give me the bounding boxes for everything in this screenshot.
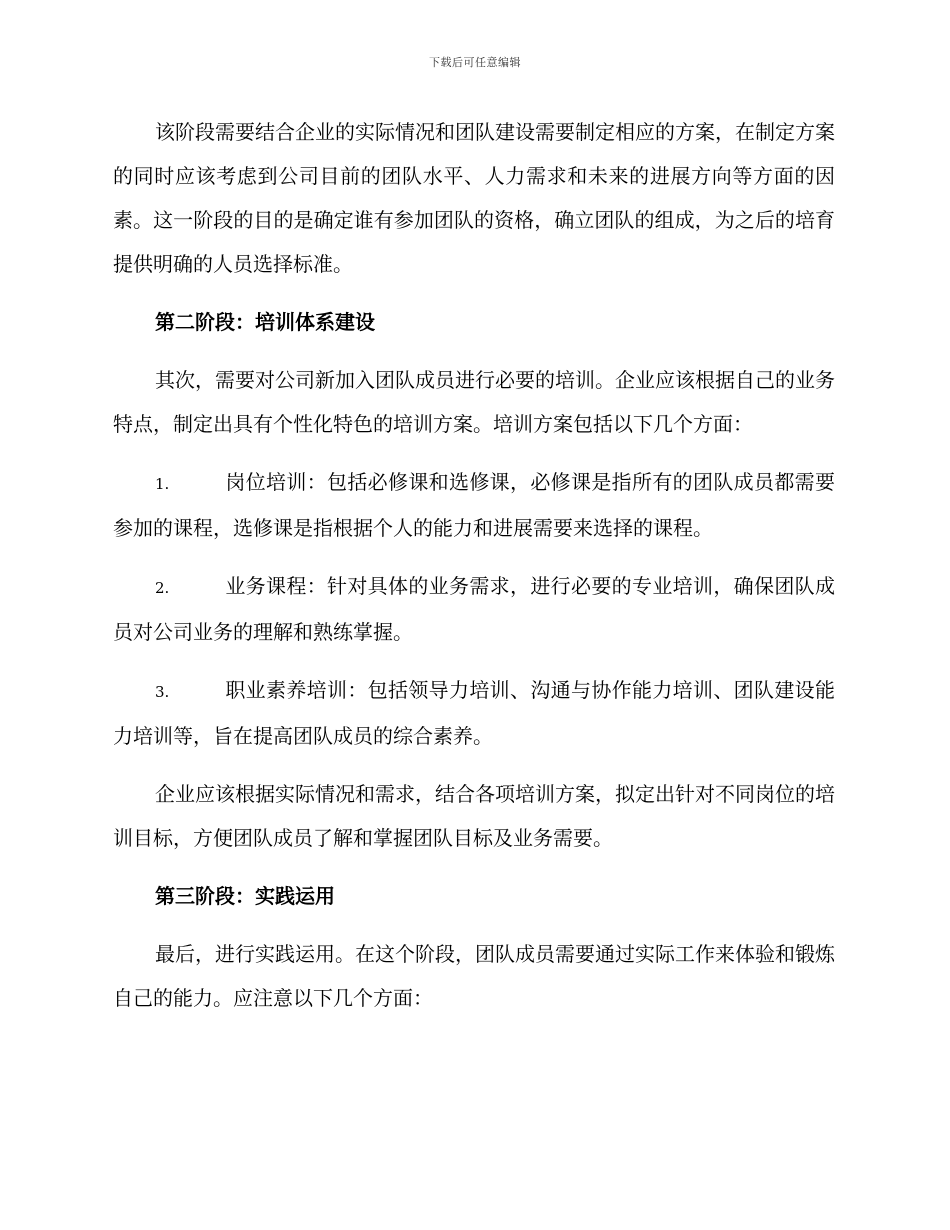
- paragraph-practice-intro: 最后，进行实践运用。在这个阶段，团队成员需要通过实际工作来体验和锻炼自己的能力。应注意以下几个方面：: [113, 942, 835, 1010]
- page-header: 下载后可任意编辑: [429, 56, 521, 69]
- paragraph-stage-one-summary: 该阶段需要结合企业的实际情况和团队建设需要制定相应的方案，在制定方案的同时应该考虑到公司目前的团队水平、人力需求和未来的进展方向等方面的因素。这一阶段的目的是确定谁有参加团队的资格，确立团队的组成，为之后的培育提供明确的人员选择标准。: [113, 120, 835, 276]
- list-item-text: 业务课程：针对具体的业务需求，进行必要的专业培训，确保团队成员对公司业务的理解和熟练掌握。: [113, 574, 835, 644]
- document-body: [113, 110, 835, 1034]
- list-item: [113, 460, 835, 550]
- heading-stage-three: 第三阶段：实践运用: [155, 884, 335, 908]
- list-number: 3.: [155, 683, 170, 701]
- list-number: 2.: [155, 579, 170, 597]
- list-item: [113, 668, 835, 758]
- list-number: 1.: [155, 475, 170, 493]
- heading-stage-two: 第二阶段：培训体系建设: [155, 310, 375, 334]
- list-item-text: 岗位培训：包括必修课和选修课，必修课是指所有的团队成员都需要参加的课程，选修课是指根据个人的能力和进展需要来选择的课程。: [113, 470, 835, 540]
- list-item: [113, 564, 835, 654]
- paragraph-training-goals: 企业应该根据实际情况和需求，结合各项培训方案，拟定出针对不同岗位的培训目标，方便团队成员了解和掌握团队目标及业务需要。: [113, 782, 835, 850]
- paragraph-training-intro: 其次，需要对公司新加入团队成员进行必要的培训。企业应该根据自己的业务特点，制定出具有个性化特色的培训方案。培训方案包括以下几个方面：: [113, 368, 835, 436]
- list-item-text: 职业素养培训：包括领导力培训、沟通与协作能力培训、团队建设能力培训等，旨在提高团队成员的综合素养。: [113, 678, 835, 748]
